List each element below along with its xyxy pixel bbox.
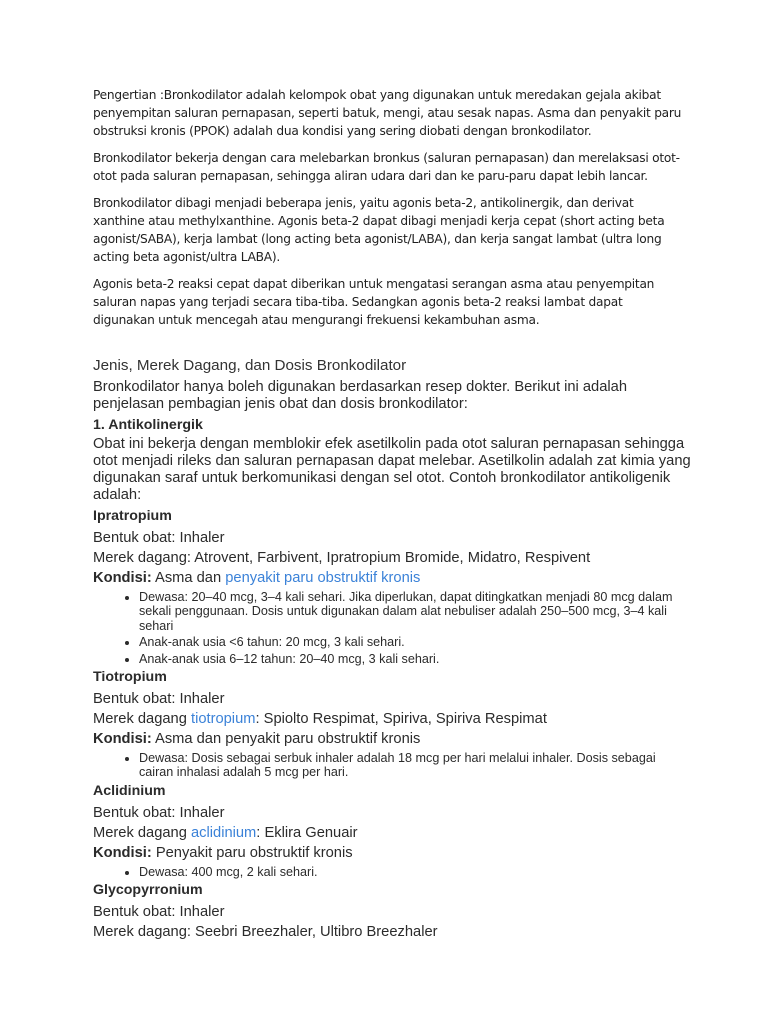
dosage-list [93,590,693,666]
intro-section [93,86,683,338]
section-text: Obat ini bekerja dengan memblokir efek asetilkolin pada otot saluran pernapasan sehingga otot menjadi rileks dan saluran pernapasan dapat melebar. Asetilkolin adalah zat kimia yang digunakan saraf untuk berkomunikasi dengan sel otot. Contoh bronkodilator antikoligenik adalah: [93,436,691,503]
intro-paragraph-2: Bronkodilator bekerja dengan cara melebarkan bronkus (saluran pernapasan) dan merelaksasi otot-otot pada saluran pernapasan, sehingga aliran udara dari dan ke paru-paru dapat lebih lancar. [93,151,680,183]
drug-form: Bentuk obat: Inhaler [93,904,225,921]
drug-name-glycopyrronium: Glycopyrronium [93,882,203,899]
dosage-list [93,865,693,879]
condition-link[interactable]: penyakit paru obstruktif kronis [225,570,421,586]
dosage-list [93,751,693,780]
intro-paragraph-3: Bronkodilator dibagi menjadi beberapa jenis, yaitu agonis beta-2, antikolinergik, dan derivat xanthine atau methylxanthine. Agonis beta-2 dapat dibagi menjadi kerja cepat (short acting beta agonist/SABA), kerja lambat (long acting beta agonist/LABA), dan kerja sangat lambat (ultra long acting beta agonist/ultra LABA). [93,196,665,264]
condition-label: Kondisi: [93,570,152,586]
drug-name-aclidinium: Aclidinium [93,782,166,799]
brand-link[interactable]: tiotropium [190,711,256,728]
article-lead: Bronkodilator hanya boleh digunakan berdasarkan resep dokter. Berikut ini adalah penjelasan pembagian jenis obat dan dosis bronkodilator: [93,379,627,412]
brand-suffix: : Eklira Genuair [256,824,358,841]
article-section [93,356,693,942]
section-title: 1. Antikolinergik [93,417,203,433]
dosage-item: • Dewasa: 20–40 mcg, 3–4 kali sehari. Jika diperlukan, dapat ditingkatkan menjadi 80 mcg dalam sekali penggunaan. Dosis untuk digunakan dalam alat nebuliser adalah 250–500 mcg, 3–4 kali sehari [139,590,693,633]
brand-prefix: Merek dagang [93,711,191,728]
dosage-item: • Dewasa: Dosis sebagai serbuk inhaler adalah 18 mcg per hari melalui inhaler. Dosis sebagai cairan inhalasi adalah 5 mcg per hari. [139,751,693,780]
intro-paragraph-4: Agonis beta-2 reaksi cepat dapat diberikan untuk mengatasi serangan asma atau penyempitan saluran napas yang terjadi secara tiba-tiba. Sedangkan agonis beta-2 reaksi lambat dapat digunakan untuk mencegah atau mengurangi frekuensi kekambuhan asma. [93,277,655,327]
condition-label: Kondisi: [93,844,152,861]
brand-prefix: Merek dagang [93,824,191,841]
drug-form: Bentuk obat: Inhaler [93,804,225,821]
drug-brands: Merek dagang: Seebri Breezhaler, Ultibro Breezhaler [93,924,438,941]
condition-text: Asma dan [151,570,226,586]
drug-condition [93,843,693,863]
drug-condition [93,729,693,749]
drug-name-ipratropium: Ipratropium [93,508,172,524]
drug-brands [93,823,693,843]
dosage-item: • Anak-anak usia 6–12 tahun: 20–40 mcg, 3 kali sehari. [139,652,693,666]
intro-paragraph-1: Pengertian :Bronkodilator adalah kelompok obat yang digunakan untuk meredakan gejala akibat penyempitan saluran pernapasan, seperti batuk, mengi, atau sesak napas. Asma dan penyakit paru obstruksi kronis (PPOK) adalah dua kondisi yang sering diobati dengan bronkodilator. [93,88,682,138]
drug-brands: Merek dagang: Atrovent, Farbivent, Ipratropium Bromide, Midatro, Respivent [93,550,591,566]
brand-link[interactable]: aclidinium [190,824,257,841]
drug-form: Bentuk obat: Inhaler [93,691,225,708]
drug-name-tiotropium: Tiotropium [93,669,167,686]
condition-text: Penyakit paru obstruktif kronis [151,844,353,861]
drug-brands [93,709,693,729]
dosage-item: • Anak-anak usia <6 tahun: 20 mcg, 3 kali sehari. [139,635,693,649]
condition-text: Asma dan penyakit paru obstruktif kronis [151,731,421,748]
brand-suffix: : Spiolto Respimat, Spiriva, Spiriva Respimat [255,711,547,728]
dosage-item: • Dewasa: 400 mcg, 2 kali sehari. [139,865,693,879]
drug-form: Bentuk obat: Inhaler [93,530,225,546]
article-title: Jenis, Merek Dagang, dan Dosis Bronkodilator [93,357,407,374]
drug-condition [93,568,693,588]
condition-label: Kondisi: [93,731,152,748]
